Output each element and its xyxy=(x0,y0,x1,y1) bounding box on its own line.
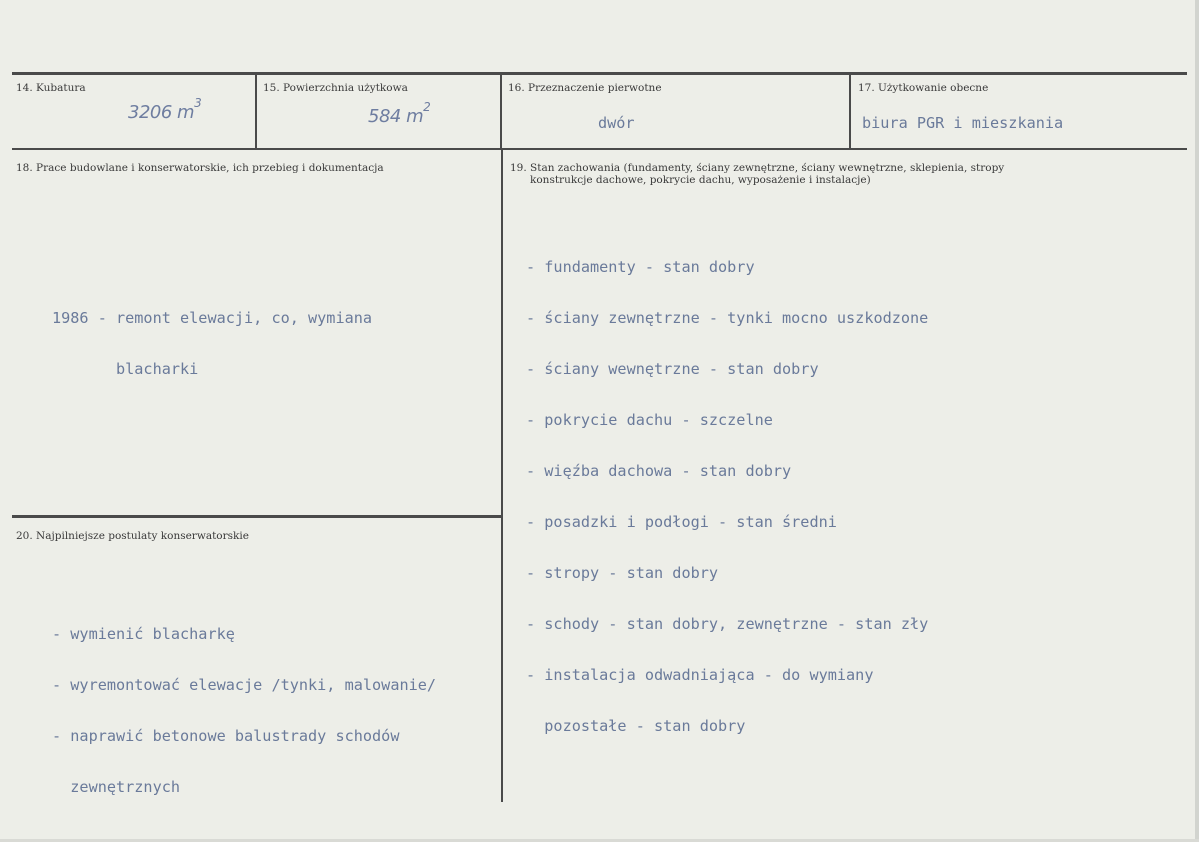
prace-line: blacharki xyxy=(52,360,199,378)
postulat-line: - wymienić blacharkę xyxy=(52,625,235,643)
powierzchnia-unit-exponent: 2 xyxy=(423,100,431,114)
prace-budowlane-text xyxy=(52,276,372,412)
prace-line: 1986 - remont elewacji, co, wymiana xyxy=(52,309,373,327)
stan-zachowania-label-2: konstrukcje dachowe, pokrycie dachu, wyposażenie i instalacje) xyxy=(530,174,871,186)
stan-line: - instalacja odwadniająca - do wymiany xyxy=(526,666,874,684)
postulaty-text xyxy=(52,592,436,830)
powierzchnia-number: 584 xyxy=(368,106,401,127)
przeznaczenie-label: 16. Przeznaczenie pierwotne xyxy=(508,82,662,94)
divider-14-15 xyxy=(255,74,257,149)
uzytkowanie-value: biura PGR i mieszkania xyxy=(862,114,1064,132)
card-edge-right xyxy=(1195,0,1199,842)
stan-zachowania-text xyxy=(526,225,928,769)
divider-15-16 xyxy=(500,74,502,149)
postulat-line: zewnętrznych xyxy=(52,778,181,796)
top-rule xyxy=(12,72,1187,75)
powierzchnia-unit: m xyxy=(406,106,424,127)
stan-line: pozostałe - stan dobry xyxy=(526,717,746,735)
kubatura-unit-exponent: 3 xyxy=(194,96,202,110)
main-column-divider xyxy=(501,149,503,802)
przeznaczenie-value: dwór xyxy=(598,114,635,132)
postulat-line: - naprawić betonowe balustrady schodów xyxy=(52,727,400,745)
uzytkowanie-label: 17. Użytkowanie obecne xyxy=(858,82,989,94)
stan-line: - fundamenty - stan dobry xyxy=(526,258,755,276)
stan-line: - więźba dachowa - stan dobry xyxy=(526,462,792,480)
postulat-line: - wyremontować elewacje /tynki, malowanie/ xyxy=(52,676,437,694)
postulaty-label: 20. Najpilniejsze postulaty konserwatorskie xyxy=(16,530,249,542)
powierzchnia-value xyxy=(368,100,431,127)
stan-line: - ściany wewnętrzne - stan dobry xyxy=(526,360,819,378)
stan-line: - schody - stan dobry, zewnętrzne - stan zły xyxy=(526,615,929,633)
kubatura-number: 3206 xyxy=(128,102,172,123)
stan-line: - ściany zewnętrzne - tynki mocno uszkodzone xyxy=(526,309,929,327)
mid-left-rule xyxy=(12,515,501,518)
kubatura-value xyxy=(128,96,202,123)
stan-line: - posadzki i podłogi - stan średni xyxy=(526,513,837,531)
stan-line: - stropy - stan dobry xyxy=(526,564,719,582)
prace-budowlane-label: 18. Prace budowlane i konserwatorskie, ich przebieg i dokumentacja xyxy=(16,162,384,174)
row1-bottom-rule xyxy=(12,148,1187,150)
kubatura-label: 14. Kubatura xyxy=(16,82,86,94)
powierzchnia-label: 15. Powierzchnia użytkowa xyxy=(263,82,408,94)
stan-line: - pokrycie dachu - szczelne xyxy=(526,411,773,429)
kubatura-unit: m xyxy=(177,102,195,123)
divider-16-17 xyxy=(849,74,851,149)
stan-zachowania-label-1: 19. Stan zachowania (fundamenty, ściany zewnętrzne, ściany wewnętrzne, sklepienia, stropy xyxy=(510,162,1005,174)
